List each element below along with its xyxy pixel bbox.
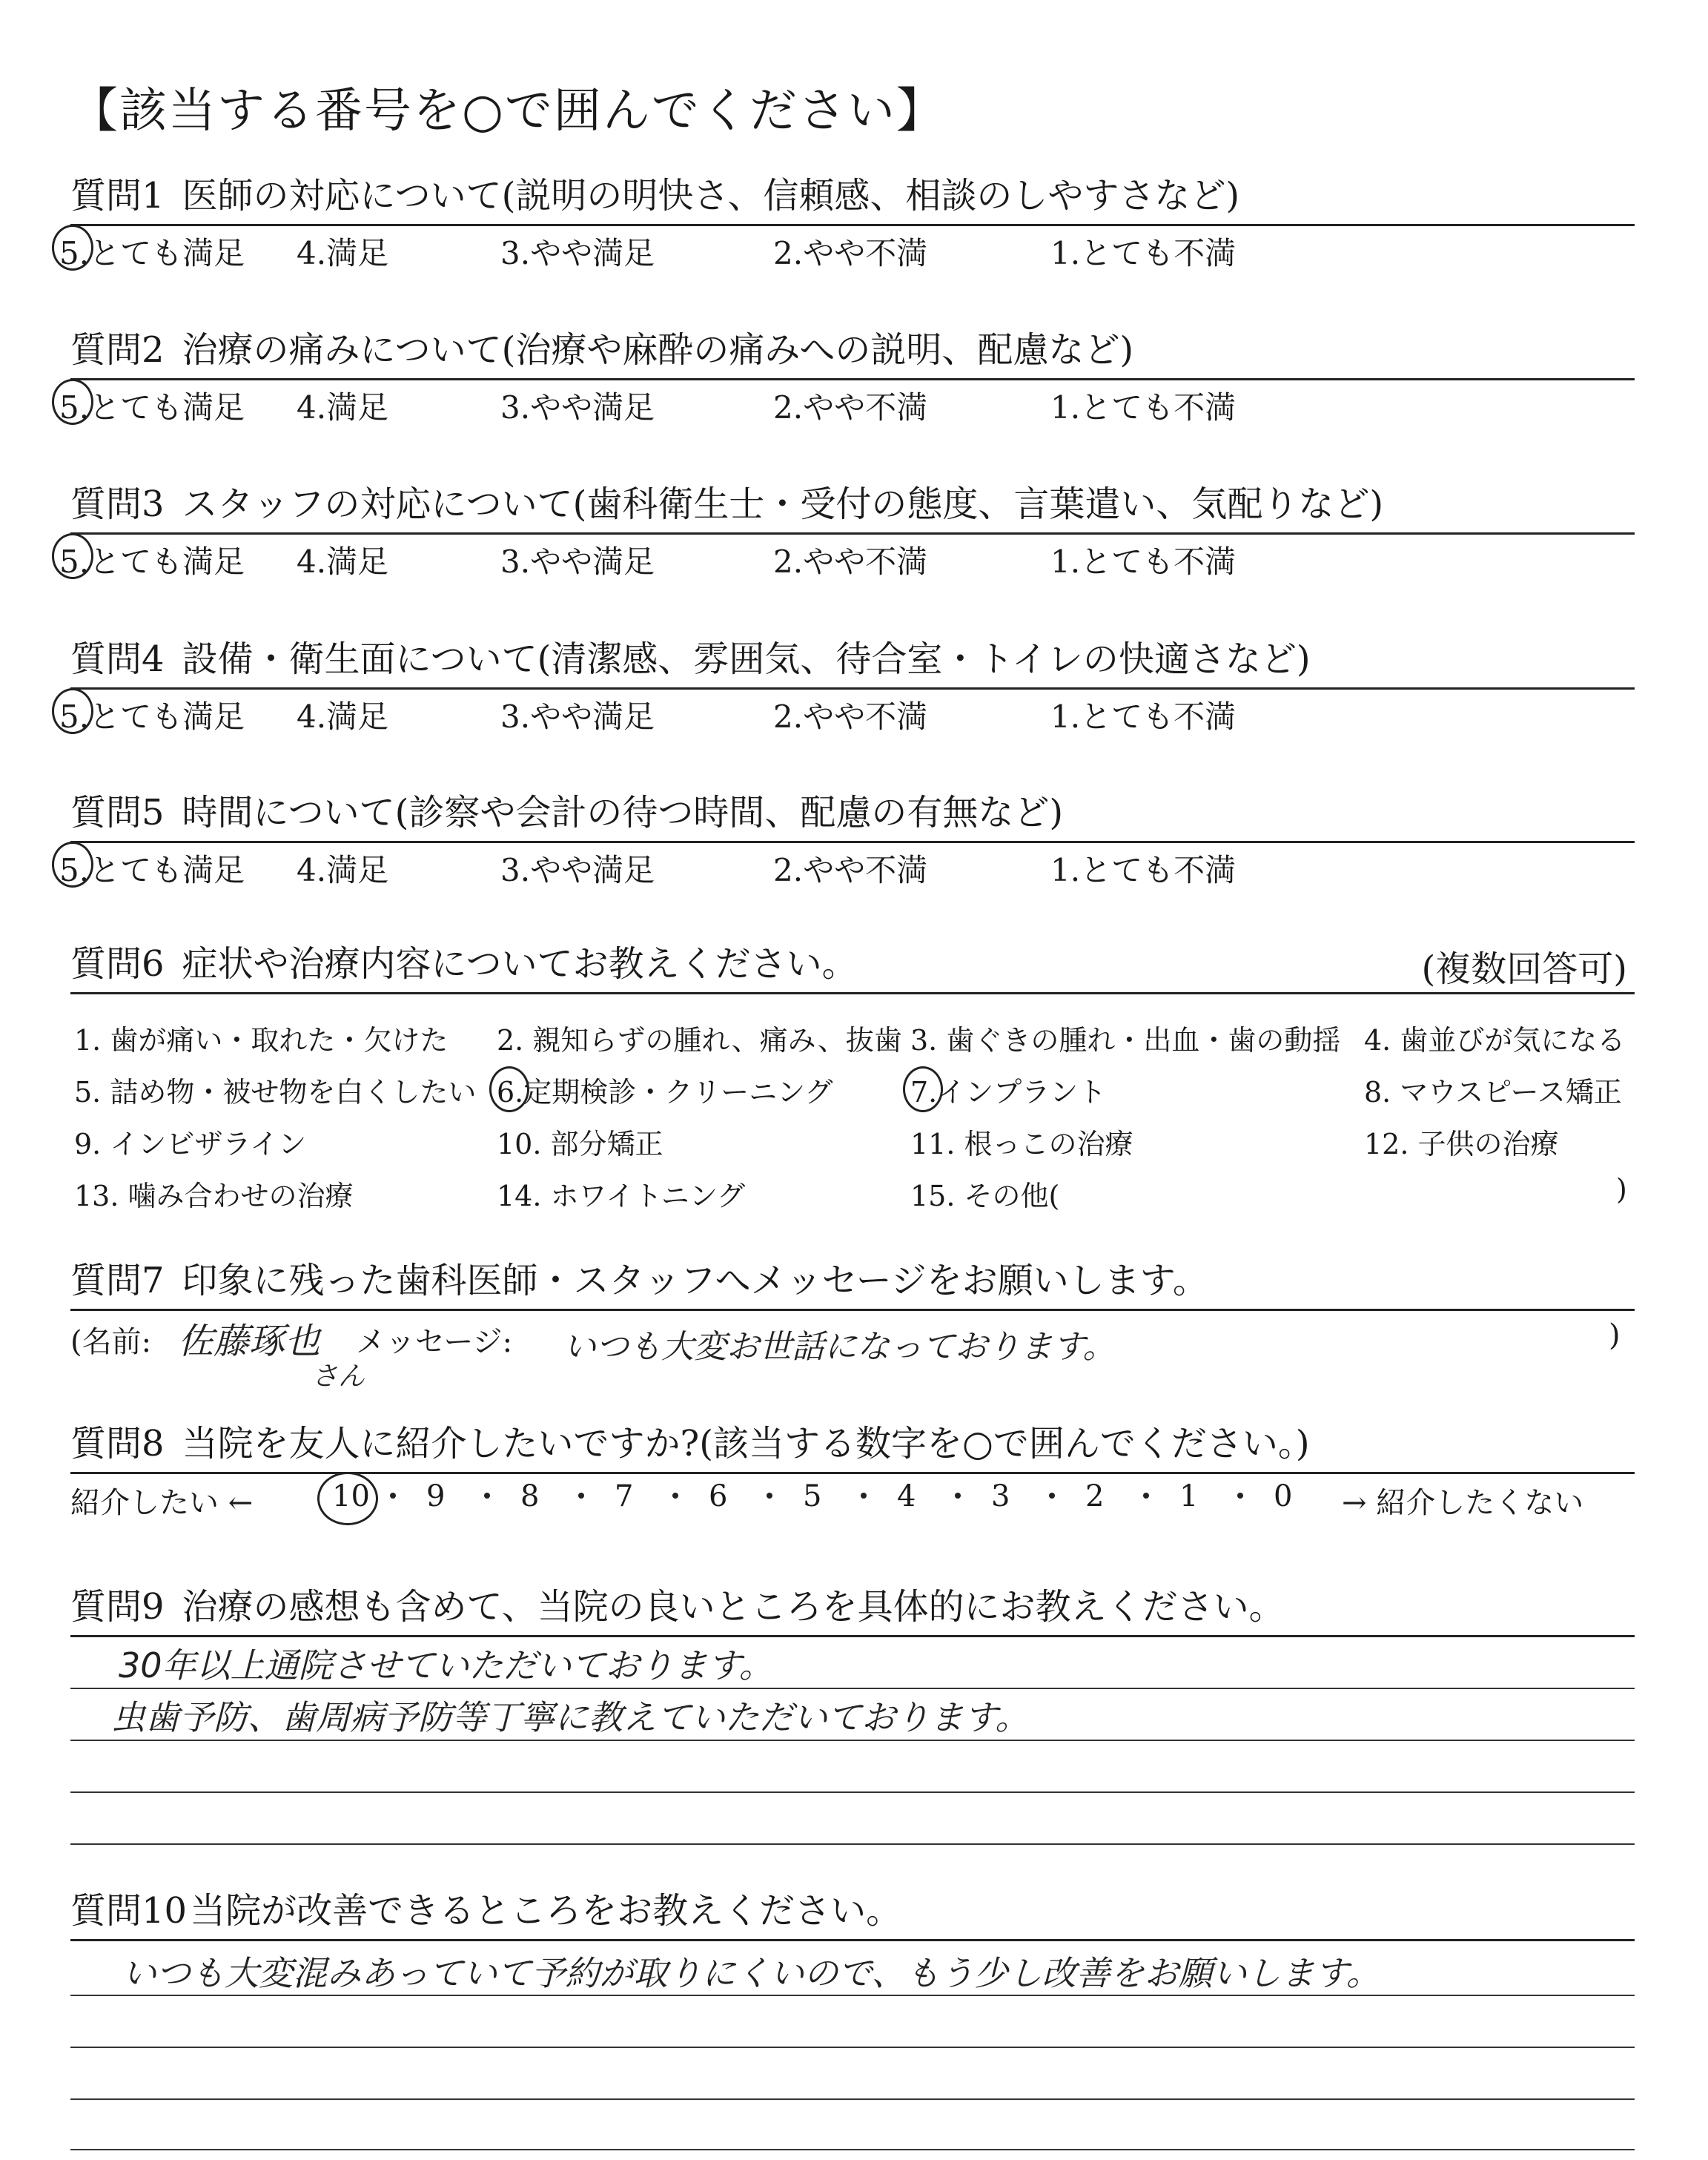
name-label: (名前: bbox=[70, 1325, 152, 1359]
answer-line bbox=[70, 1791, 1635, 1793]
selected-circle bbox=[903, 1066, 943, 1112]
rating-option-1[interactable]: 1.とても不満 bbox=[1050, 235, 1237, 271]
scale-value-6[interactable]: 6 bbox=[709, 1479, 728, 1513]
question-number: 質問10 bbox=[70, 1890, 188, 1932]
question-text: 治療の痛みについて(治療や麻酔の痛みへの説明、配慮など) bbox=[182, 329, 1134, 371]
scale-dot bbox=[1049, 1493, 1055, 1499]
question-rule bbox=[70, 992, 1635, 994]
question-number: 質問7 bbox=[70, 1260, 165, 1301]
rating-option-5[interactable]: 5.とても満足 bbox=[59, 235, 245, 271]
question-rule bbox=[70, 224, 1635, 226]
scale-value-9[interactable]: 9 bbox=[426, 1479, 446, 1513]
question-number: 質問6 bbox=[70, 943, 165, 985]
answer-line bbox=[70, 2098, 1635, 2100]
rating-option-5[interactable]: 5.とても満足 bbox=[59, 544, 245, 580]
question-rule bbox=[70, 1309, 1635, 1311]
question-rule bbox=[70, 378, 1635, 380]
scale-right-label: → 紹介したくない bbox=[1342, 1486, 1584, 1520]
scale-value-3[interactable]: 3 bbox=[991, 1479, 1010, 1513]
rating-option-3[interactable]: 3.やや満足 bbox=[500, 544, 655, 580]
scale-value-0[interactable]: 0 bbox=[1274, 1479, 1293, 1513]
question-number: 質問5 bbox=[70, 792, 165, 833]
rating-option-2[interactable]: 2.やや不満 bbox=[773, 852, 928, 888]
question-rule bbox=[70, 1635, 1635, 1637]
rating-option-4[interactable]: 4.満足 bbox=[297, 544, 389, 580]
question-number: 質問1 bbox=[70, 175, 165, 217]
close-paren: ) bbox=[1609, 1318, 1621, 1353]
scale-value-4[interactable]: 4 bbox=[897, 1479, 916, 1513]
question-8 bbox=[70, 1420, 1635, 1474]
scale-dot bbox=[672, 1493, 678, 1499]
symptom-option-10[interactable]: 10. 部分矯正 bbox=[497, 1128, 663, 1160]
question-rule bbox=[70, 687, 1635, 690]
question-text: 治療の感想も含めて、当院の良いところを具体的にお教えください。 bbox=[182, 1586, 1285, 1628]
answer-line bbox=[70, 1740, 1635, 1741]
rating-option-2[interactable]: 2.やや不満 bbox=[773, 389, 928, 426]
question-9 bbox=[70, 1583, 1635, 1637]
selected-circle bbox=[317, 1472, 378, 1525]
rating-option-5[interactable]: 5.とても満足 bbox=[59, 698, 245, 735]
rating-option-3[interactable]: 3.やや満足 bbox=[500, 235, 655, 271]
question-5 bbox=[59, 789, 1635, 891]
question-rule bbox=[70, 1939, 1635, 1941]
answer-line bbox=[70, 1688, 1635, 1689]
question-1 bbox=[59, 172, 1635, 274]
symptom-option-4[interactable]: 4. 歯並びが気になる bbox=[1364, 1024, 1626, 1057]
question-text: 当院が改善できるところをお教えください。 bbox=[190, 1890, 902, 1932]
question-rule bbox=[70, 532, 1635, 535]
scale-value-5[interactable]: 5 bbox=[803, 1479, 822, 1513]
question-text: 時間について(診察や会計の待つ時間、配慮の有無など) bbox=[182, 792, 1064, 833]
rating-option-4[interactable]: 4.満足 bbox=[297, 852, 389, 888]
question-text: 当院を友人に紹介したいですか?(該当する数字を○で囲んでください。) bbox=[182, 1423, 1310, 1464]
question-10 bbox=[70, 1887, 1635, 1941]
q9-answer-line-2[interactable]: 虫歯予防、歯周病予防等丁寧に教えていただいております。 bbox=[111, 1697, 1030, 1737]
answer-line bbox=[70, 1843, 1635, 1845]
message-value[interactable]: いつも大変お世話になっております。 bbox=[563, 1328, 1116, 1366]
scale-left-label: 紹介したい ← bbox=[70, 1486, 254, 1520]
scale-dot bbox=[484, 1493, 490, 1499]
symptom-option-13[interactable]: 13. 噛み合わせの治療 bbox=[74, 1180, 354, 1212]
scale-value-7[interactable]: 7 bbox=[615, 1479, 634, 1513]
question-7 bbox=[70, 1257, 1635, 1311]
selected-circle bbox=[489, 1066, 529, 1112]
question-rule bbox=[70, 1472, 1635, 1474]
question-text: 設備・衛生面について(清潔感、雰囲気、待合室・トイレの快適さなど) bbox=[182, 638, 1311, 680]
rating-option-1[interactable]: 1.とても不満 bbox=[1050, 698, 1237, 735]
question-number: 質問4 bbox=[70, 638, 165, 680]
rating-option-4[interactable]: 4.満足 bbox=[297, 235, 389, 271]
question-text: 医師の対応について(説明の明快さ、信頼感、相談のしやすさなど) bbox=[182, 175, 1240, 217]
question-number: 質問2 bbox=[70, 329, 165, 371]
scale-dot bbox=[767, 1493, 772, 1499]
rating-option-2[interactable]: 2.やや不満 bbox=[773, 698, 928, 735]
question-3 bbox=[59, 480, 1635, 582]
question-4 bbox=[59, 635, 1635, 737]
scale-value-8[interactable]: 8 bbox=[520, 1479, 540, 1513]
question-text: スタッフの対応について(歯科衛生士・受付の態度、言葉遣い、気配りなど) bbox=[182, 483, 1384, 525]
multiple-answer-note: (複数回答可) bbox=[1421, 948, 1627, 990]
symptom-option-12[interactable]: 12. 子供の治療 bbox=[1364, 1128, 1559, 1160]
rating-option-1[interactable]: 1.とても不満 bbox=[1050, 544, 1237, 580]
selected-circle bbox=[52, 379, 93, 425]
selected-circle bbox=[52, 533, 93, 579]
question-number: 質問9 bbox=[70, 1586, 165, 1628]
symptom-option-7[interactable]: 7.インプラント bbox=[910, 1076, 1107, 1109]
rating-option-1[interactable]: 1.とても不満 bbox=[1050, 389, 1237, 426]
symptom-option-6[interactable]: 6.定期検診・クリーニング bbox=[497, 1076, 833, 1109]
symptom-option-2[interactable]: 2. 親知らずの腫れ、痛み、抜歯 bbox=[497, 1024, 902, 1057]
symptom-option-1[interactable]: 1. 歯が痛い・取れた・欠けた bbox=[74, 1024, 448, 1057]
question-number: 質問8 bbox=[70, 1423, 165, 1464]
name-value[interactable]: 佐藤琢也 bbox=[178, 1321, 321, 1362]
q9-answer-line-1[interactable]: 30年以上通院させていただいております。 bbox=[119, 1645, 773, 1685]
question-text: 印象に残った歯科医師・スタッフへメッセージをお願いします。 bbox=[182, 1260, 1208, 1301]
name-suffix: さん bbox=[311, 1361, 365, 1392]
selected-circle bbox=[52, 688, 93, 734]
rating-options bbox=[59, 693, 1635, 737]
rating-options bbox=[59, 383, 1635, 428]
rating-option-2[interactable]: 2.やや不満 bbox=[773, 235, 928, 271]
question-6 bbox=[70, 940, 1635, 994]
question-number: 質問3 bbox=[70, 483, 165, 525]
symptom-option-5[interactable]: 5. 詰め物・被せ物を白くしたい bbox=[74, 1076, 477, 1109]
rating-option-4[interactable]: 4.満足 bbox=[297, 698, 389, 735]
scale-value-1[interactable]: 1 bbox=[1179, 1479, 1199, 1513]
symptom-option-15[interactable]: 15. その他( bbox=[910, 1180, 1060, 1212]
scale-value-2[interactable]: 2 bbox=[1085, 1479, 1105, 1513]
rating-option-1[interactable]: 1.とても不満 bbox=[1050, 852, 1237, 888]
symptom-option-9[interactable]: 9. インビザライン bbox=[74, 1128, 307, 1160]
rating-option-5[interactable]: 5.とても満足 bbox=[59, 852, 245, 888]
scale-dot bbox=[1237, 1493, 1243, 1499]
answer-line bbox=[70, 2149, 1635, 2150]
rating-option-3[interactable]: 3.やや満足 bbox=[500, 389, 655, 426]
scale-dot bbox=[578, 1493, 584, 1499]
question-rule bbox=[70, 841, 1635, 843]
rating-option-3[interactable]: 3.やや満足 bbox=[500, 698, 655, 735]
scale-dot bbox=[861, 1493, 867, 1499]
question-2 bbox=[59, 326, 1635, 428]
question-text: 症状や治療内容についてお教えください。 bbox=[182, 943, 858, 985]
symptom-option-3[interactable]: 3. 歯ぐきの腫れ・出血・歯の動揺 bbox=[910, 1024, 1341, 1057]
scale-dot bbox=[1143, 1493, 1149, 1499]
rating-options bbox=[59, 846, 1635, 891]
scale-dot bbox=[390, 1493, 396, 1499]
answer-line bbox=[70, 2047, 1635, 2048]
q10-answer-line-1[interactable]: いつも大変混みあっていて予約が取りにくいので、もう少し改善をお願いします。 bbox=[122, 1953, 1380, 1993]
selected-circle bbox=[52, 842, 93, 888]
other-close-paren: ) bbox=[1616, 1173, 1627, 1206]
message-label: メッセージ: bbox=[356, 1325, 513, 1359]
rating-options bbox=[59, 229, 1635, 274]
symptom-option-11[interactable]: 11. 根っこの治療 bbox=[910, 1128, 1133, 1160]
page-header: 【該当する番号を○で囲んでください】 bbox=[70, 84, 945, 139]
rating-option-4[interactable]: 4.満足 bbox=[297, 389, 389, 426]
rating-option-3[interactable]: 3.やや満足 bbox=[500, 852, 655, 888]
selected-circle bbox=[52, 225, 93, 271]
scale-dot bbox=[955, 1493, 961, 1499]
rating-option-2[interactable]: 2.やや不満 bbox=[773, 544, 928, 580]
rating-options bbox=[59, 538, 1635, 582]
rating-option-5[interactable]: 5.とても満足 bbox=[59, 389, 245, 426]
symptom-option-8[interactable]: 8. マウスピース矯正 bbox=[1364, 1076, 1622, 1109]
symptom-option-14[interactable]: 14. ホワイトニング bbox=[497, 1180, 746, 1212]
scale-value-10[interactable]: 10 bbox=[332, 1479, 370, 1513]
